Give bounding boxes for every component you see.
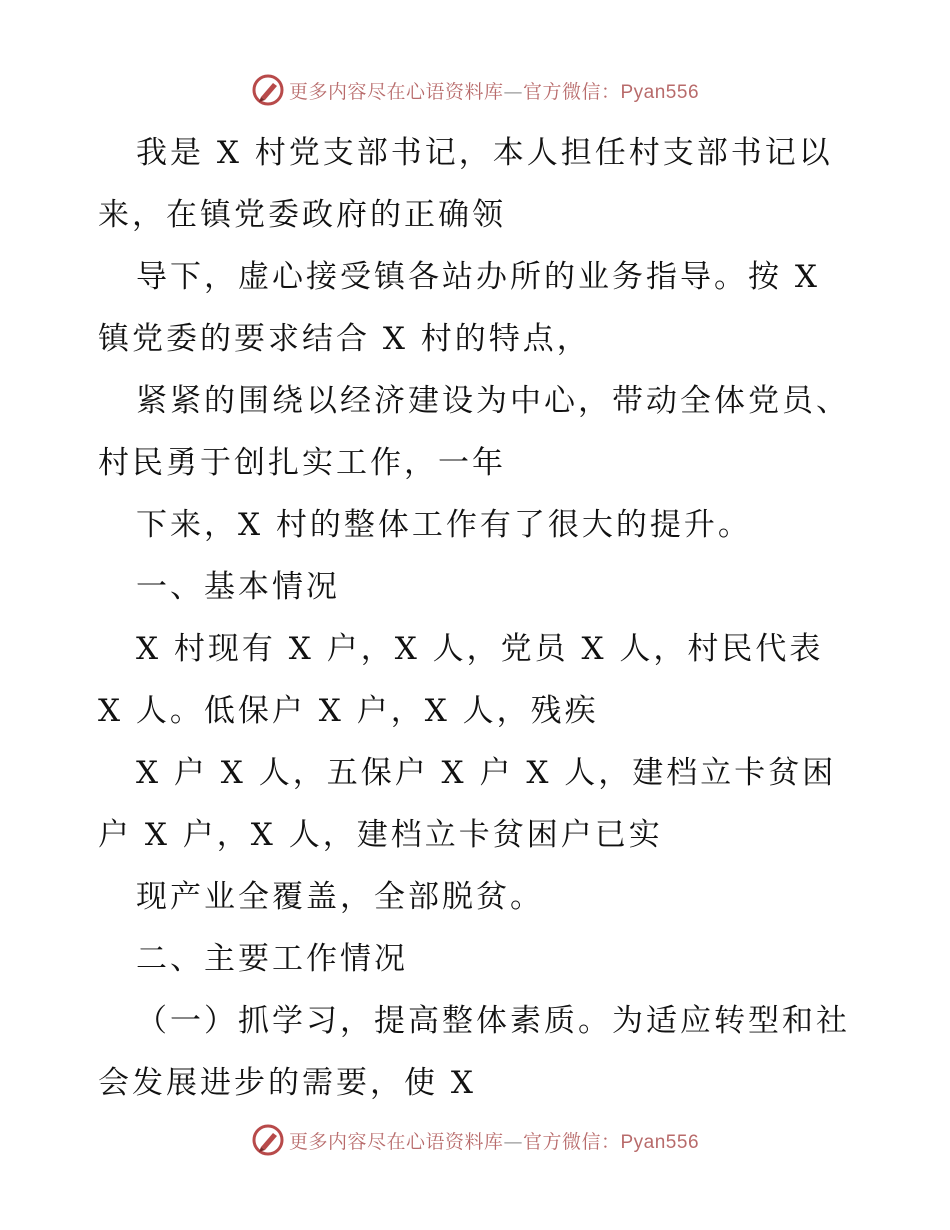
footer-watermark xyxy=(0,1120,950,1160)
document-body xyxy=(98,122,858,1114)
watermark-official: 官方微信： xyxy=(522,80,621,103)
watermark-separator: — xyxy=(503,80,523,103)
section-heading: 二、主要工作情况 xyxy=(136,941,408,977)
paragraph: 现产业全覆盖，全部脱贫。 xyxy=(136,879,544,915)
paragraph: 紧紧的围绕以经济建设为中心，带动全体党员、村民勇于创扎实工作，一年 xyxy=(98,383,850,481)
paragraph: X 村现有 X 户，X 人，党员 X 人，村民代表 X 人。低保户 X 户，X 人，残疾 xyxy=(98,631,824,729)
watermark-official: 官方微信： xyxy=(522,1130,621,1153)
watermark-wechat-id: Pyan556 xyxy=(620,1131,700,1153)
watermark-text: 更多内容尽在心语资料库 xyxy=(288,80,504,103)
paragraph: 我是 X 村党支部书记，本人担任村支部书记以来，在镇党委政府的正确领 xyxy=(98,135,833,233)
watermark-text: 更多内容尽在心语资料库 xyxy=(288,1130,504,1153)
paragraph: 下来，X 村的整体工作有了很大的提升。 xyxy=(136,507,752,543)
pen-logo-icon xyxy=(251,73,285,107)
pen-logo-icon xyxy=(251,1123,285,1157)
watermark-wechat-id: Pyan556 xyxy=(620,81,700,103)
section-heading: 一、基本情况 xyxy=(136,569,340,605)
paragraph: X 户 X 人，五保户 X 户 X 人，建档立卡贫困户 X 户，X 人，建档立卡贫困户已实 xyxy=(98,755,837,853)
header-watermark xyxy=(0,70,950,110)
watermark-separator: — xyxy=(503,1130,523,1153)
paragraph: （一）抓学习，提高整体素质。为适应转型和社会发展进步的需要，使 X xyxy=(98,1003,850,1101)
paragraph: 导下，虚心接受镇各站办所的业务指导。按 X 镇党委的要求结合 X 村的特点， xyxy=(98,259,820,357)
